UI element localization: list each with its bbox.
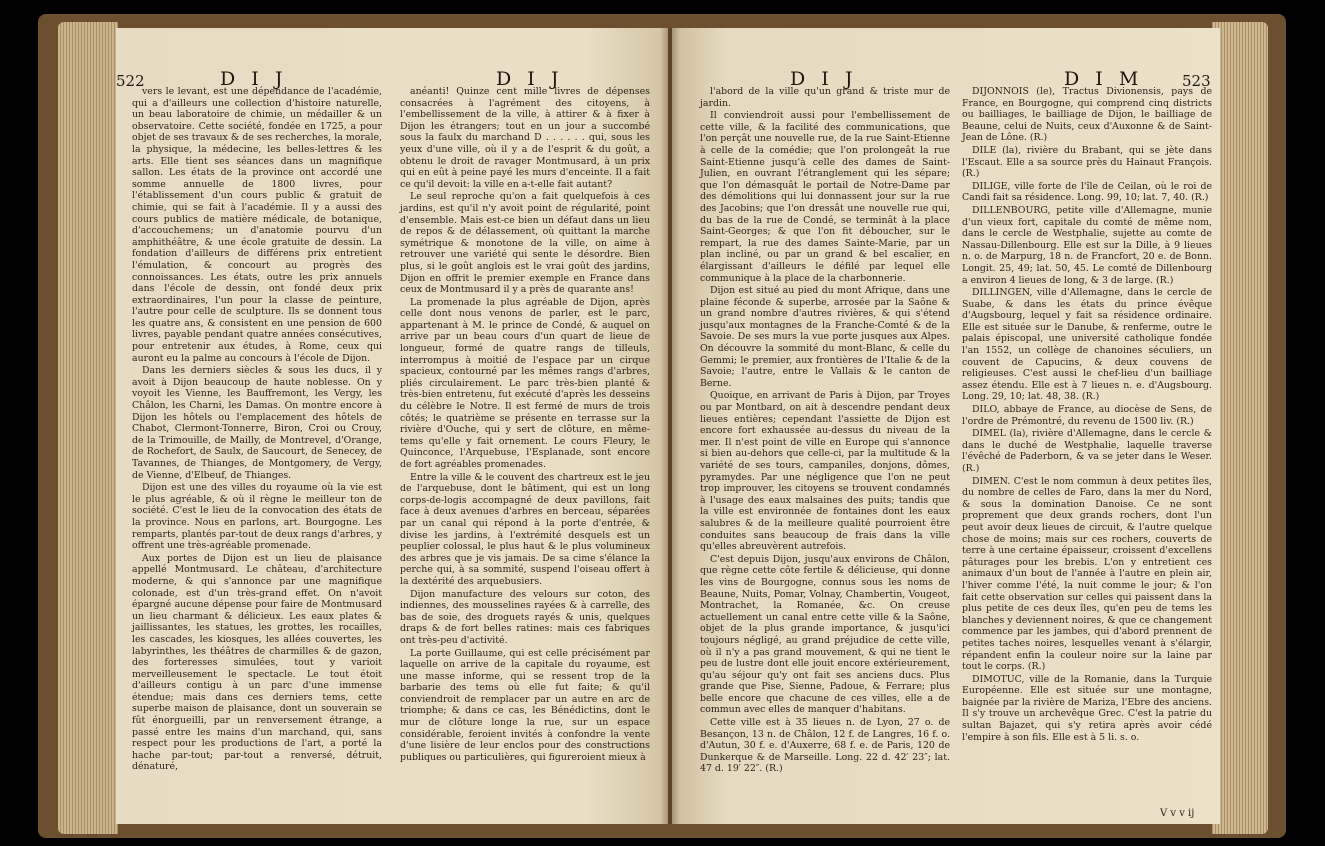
left-running-head-1: D I J [220,68,288,90]
paragraph: Quoique, en arrivant de Paris à Dijon, par Troyes ou par Montbard, on ait à descendre pendant deux lieues entières; cependant l'assiette de Dijon est encore fort exhaussée au-dessus du niveau de la mer. Il n'est point de ville en Europe qui s'annonce si bien au-dehors que celle-ci, par la multitude & la variété de ses tours, campaniles, donjons, dômes, pyramydes. Par une négligence que l'on ne peut trop improuver, les citoyens se trouvent condamnés à l'usage des eaux malsaines des puits; tandis que la ville est environnée de fontaines dont les eaux salubres & de la meilleure qualité pourroient être conduites sans beaucoup de frais dans la ville qu'elles abreuvèrent autrefois. [700,390,950,553]
paragraph: DIMEL (la), rivière d'Allemagne, dans le cercle & dans le duché de Westphalie, laquelle traverse l'évêché de Paderborn, & va se jeter dans le Weser. (R.) [962,428,1212,474]
paragraph: DIMOTUC, ville de la Romanie, dans la Turquie Européenne. Elle est située sur une montagne, baignée par la rivière de Mariza, l'Ebre des anciens. Il s'y trouve un archevêque Grec. C'est la patrie du sultan Bajazet, qui s'y retira après avoir cédé l'empire à son fils. Elle est à 5 li. s. o. [962,673,1212,743]
paragraph: DILIGE, ville forte de l'île de Ceilan, où le roi de Candi fait sa résidence. Long. 99, 10; lat. 7, 40. (R.) [962,180,1212,204]
paragraph: Aux portes de Dijon est un lieu de plaisance appellé Montmusard. Le château, d'architecture moderne, & qui s'annonce par une magnifique colonade, est d'un très-grand effet. On n'avoit épargné aucune dépense pour faire de Montmusard un lieu charmant & délicieux. Les eaux plates & jaillissantes, les statues, les grottes, les rocailles, les cascades, les kiosques, les allées couvertes, les labyrinthes, les théâtres de charmilles & de gazon, des forteresses simulées, tout y varioit merveilleusement le spectacle. Le tout étoit d'ailleurs contigu à un parc d'une immense étendue; mais dans ces derniers tems, cette superbe maison de plaisance, dont un souverain se fût énorgueilli, par un renversement étrange, a passé entre les mains d'un marchand, qui, sans respect pour les productions de l'art, a porté la hache par-tout; par-tout a renversé, détruit, dénaturé, [132,552,382,773]
paragraph: DILLINGEN, ville d'Allemagne, dans le cercle de Suabe, & dans les états du prince évêque d'Augsbourg, lequel y fait sa résidence ordinaire. Elle est située sur le Danube, & renferme, outre le palais épiscopal, une université catholique fondée l'an 1552, un collège de chanoines séculiers, un couvent de Capucins, & deux couvens de religieuses. C'est aussi le chef-lieu d'un bailliage assez étendu. Elle est à 7 lieues n. e. d'Augsbourg. Long. 29, 10; lat. 48, 38. (R.) [962,287,1212,403]
paragraph: Dijon est une des villes du royaume où la vie est le plus agréable, & où il règne le meilleur ton de société. C'est le lieu de la convocation des états de la province. Nous en parlons, art. Bourgogne. Les remparts, plantés par-tout de deux rangs d'arbres, y offrent une très-agréable promenade. [132,482,382,552]
right-running-head-2: D I M [1064,68,1144,90]
left-column-2 [400,86,650,764]
paragraph: DILO, abbaye de France, au diocèse de Sens, de l'ordre de Prémontré, du revenu de 1500 liv. (R.) [962,404,1212,427]
right-running-head-1: D I J [790,68,858,90]
book-gutter [660,28,680,824]
paragraph: Dijon est situé au pied du mont Afrique, dans une plaine féconde & superbe, arrosée par la Saône & un grand nombre d'autres rivières, & qui s'étend jusqu'aux montagnes de la Franche-Comté & de la Savoie. De ses murs la vue porte jusques aux Alpes. On découvre la sommité du mont-Blanc, & celle du Gemmi; le premier, aux frontières de l'Italie & de la Savoie; l'autre, entre le Vallais & le canton de Berne. [700,285,950,389]
left-page [116,28,668,824]
right-column-1 [700,86,950,776]
paragraph: DILE (la), rivière du Brabant, qui se jète dans l'Escaut. Elle a sa source près du Hainaut François. (R.) [962,144,1212,180]
paragraph: Il conviendroit aussi pour l'embellissement de cette ville, & la facilité des communications, que l'on perçât une nouvelle rue, de la rue Saint-Etienne à celle de la comédie; que l'on prolongeât la rue Saint-Etienne jusqu'à celle des dames de Saint-Julien, en ouvrant l'étranglement qui les sépare; que l'on démasquât le portail de Notre-Dame par des démolitions qui lui donnassent jour sur la rue des Jacobins; que l'on dressât une nouvelle rue qui, du bas de la rue de Condé, se terminât à la place Saint-Georges; & que l'on fit déboucher, sur le rempart, la rue des dames Sainte-Marie, par un plan incliné, ou par un grand & bel escalier, en élargissant d'ailleurs le défilé par lequel elle communique à la place de la charbonnerie. [700,110,950,284]
left-running-head-2: D I J [496,68,564,90]
right-page-number: 523 [1182,72,1211,90]
paragraph: Le seul reproche qu'on a fait quelquefois à ces jardins, est qu'il n'y avoit point de régularité, point d'ensemble. Mais est-ce bien un défaut dans un lieu de repos & de délassement, où quittant la marche symétrique & monotone de la ville, on aime à retrouver une variété qui sente le désordre. Bien plus, si le goût anglois est le vrai goût des jardins, Dijon en offrit le premier exemple en France dans ceux de Montmusard il y a près de quarante ans! [400,191,650,296]
paragraph: DIMEN. C'est le nom commun à deux petites îles, du nombre de celles de Faro, dans la mer du Nord, & sous la domination Danoise. Ce ne sont proprement que deux grands rochers, dont l'un peut avoir deux lieues de circuit, & l'autre quelque chose de moins; mais sur ces rochers, couverts de terre à une certaine épaisseur, croissent d'excellens pâturages pour les brebis. L'on y entretient ces animaux d'un bout de l'année à l'autre en plein air, l'hiver comme l'été, la nuit comme le jour; & l'on fait cette observation sur celles qui paissent dans la plus petite de ces deux îles, qu'en peu de tems les blanches y deviennent noires, & que ce changement commence par les jambes, qui d'abord prennent de petites taches noires, lesquelles venant à s'élargir, répandent enfin la couleur noire sur la laine par tout le corps. (R.) [962,475,1212,673]
right-column-2 [962,86,1212,744]
left-page-edges [58,22,118,834]
paragraph: vers le levant, est une dépendance de l'académie, qui a d'ailleurs une collection d'histoire naturelle, un beau laboratoire de chimie, un médailler & un observatoire. Cette société, fondée en 1725, a pour objet de ses travaux & de ses recherches, la morale, la physique, la médecine, les belles-lettres & les arts. Elle tient ses séances dans un magnifique sallon. Les états de la province ont accordé une somme annuelle de 1800 livres, pour l'établissement d'un cours public & gratuit de chimie, qui se fait à l'académie. Il y a aussi des cours publics de matière médicale, de botanique, d'accouchemens; un d'anatomie pourvu d'un amphithéâtre, & une école gratuite de dessin. La fondation d'ailleurs de différens prix entretient l'émulation, & concourt au progrès des connoissances. Les états, outre les prix annuels dans l'école de dessin, ont fondé deux prix extraordinaires, l'un pour la classe de peinture, l'autre pour celle de sculpture. Ils se donnent tous les quatre ans, & consistent en une pension de 600 livres, payable pendant quatre années consécutives, pour entretenir aux études, à Rome, ceux qui auront eu la palme au concours à l'école de Dijon. [132,86,382,364]
paragraph: DIJONNOIS (le), Tractus Divionensis, pays de France, en Bourgogne, qui comprend cinq districts ou bailliages, le bailliage de Dijon, le bailliage de Beaune, celui de Nuits, ceux d'Auxonne & de Saint-Jean de Lône. (R.) [962,86,1212,144]
signature-mark: V v v ij [1160,808,1195,819]
paragraph: La promenade la plus agréable de Dijon, après celle dont nous venons de parler, est le parc, appartenant à M. le prince de Condé, & auquel on arrive par un beau cours d'un quart de lieue de longueur, formé de quatre rangs de tilleuls, interrompus à moitié de l'espace par un cirque spacieux, contourné par les mêmes rangs d'arbres, pliés circulairement. Le parc très-bien planté & très-bien entretenu, fut exécuté d'après les desseins du célèbre le Notre. Il est fermé de murs de trois côtés; le quatrième se présente en terrasse sur la rivière d'Ouche, qui y sert de clôture, en même-tems qu'elle y fait ornement. Le cours Fleury, le Quinconce, l'Arquebuse, l'Esplanade, sont encore de fort agréables promenades. [400,296,650,470]
left-column-1 [132,86,382,774]
paragraph: Dijon manufacture des velours sur coton, des indiennes, des mousselines rayées & à carrelle, des bas de soie, des droguets rayés & unis, quelques draps & de fort belles ratines: mais ces fabriques ont très-peu d'activité. [400,588,650,646]
right-page-edges [1212,22,1268,834]
paragraph: Cette ville est à 35 lieues n. de Lyon, 27 o. de Besançon, 13 n. de Châlon, 12 f. de Langres, 16 f. o. d'Autun, 30 f. e. d'Auxerre, 68 f. e. de Paris, 120 de Dunkerque & de Marseille. Long. 22 d. 42′ 23″; lat. 47 d. 19′ 22″. (R.) [700,717,950,775]
paragraph: C'est depuis Dijon, jusqu'aux environs de Châlon, que règne cette côte fertile & délicieuse, qui donne les vins de Bourgogne, connus sous les noms de Beaune, Nuits, Pomar, Volnay, Chambertin, Vougeot, Montrachet, la Romanée, &c. On creuse actuellement un canal entre cette ville & la Saône, objet de la plus grande importance, & jusqu'ici toujours négligé, au grand préjudice de cette ville, où il n'y a pas grand mouvement, & qui ne tient le peu de lustre dont elle jouit encore extérieurement, qu'au séjour qu'y ont fait ses anciens ducs. Plus grande que Pise, Sienne, Padoue, & Ferrare; plus belle encore que chacune de ces villes, elle a de commun avec elles de manquer d'habitans. [700,553,950,716]
paragraph: DILLENBOURG, petite ville d'Allemagne, munie d'un vieux fort, capitale du comté de même nom, dans le cercle de Westphalie, sujette au comte de Nassau-Dillenbourg. Elle est sur la Dille, à 9 lieues n. o. de Marpurg, 18 n. de Francfort, 20 e. de Bonn. Longit. 25, 49; lat. 50, 45. Le comté de Dillenbourg a environ 4 lieues de long, & 3 de large. (R.) [962,204,1212,286]
paragraph: l'abord de la ville qu'un grand & triste mur de jardin. [700,86,950,109]
paragraph: Dans les derniers siècles & sous les ducs, il y avoit à Dijon beaucoup de haute noblesse. On y voyoit les Vienne, les Bauffremont, les Vergy, les Châlon, les Charni, les Damas. On montre encore à Dijon les hôtels ou l'emplacement des hôtels de Chabot, Clermont-Tonnerre, Biron, Croi ou Crouy, de la Trimouille, de Mailly, de Montrevel, d'Orange, de Rochefort, de Saulx, de Saucourt, de Senecey, de Tavannes, de Thianges, de Montgomery, de Vergy, de Vienne, d'Elbeuf, de Thianges. [132,365,382,481]
paragraph: Entre la ville & le couvent des chartreux est le jeu de l'arquebuse, dont le bâtiment, qui est un long corps-de-logis accompagné de deux pavillons, fait face à deux avenues d'arbres en berceau, séparées par un canal qui répond à la porte d'entrée, & divise les jardins, à l'extrémité desquels est un peuplier colossal, le plus haut & le plus volumineux des arbres que je vis jamais. De sa cime s'élance la perche qui, à sa sommité, suspend l'oiseau offert à la dextérité des arquebusiers. [400,471,650,587]
right-page [672,28,1220,824]
paragraph: anéanti! Quinze cent mille livres de dépenses consacrées à l'agrément des citoyens, à l'embellissement de la ville, à attirer & à fixer à Dijon les étrangers; tout en un jour a succombé sous la faulx du marchand D . . . . . . qui, sous les yeux d'une ville, où il y a de l'esprit & du goût, a obtenu le droit de ravager Montmusard, à un prix qui en eût à peine payé les murs d'enceinte. Il a fait ce qu'il devoit: la ville en a-t-elle fait autant? [400,86,650,190]
left-page-number: 522 [116,72,145,90]
paragraph: La porte Guillaume, qui est celle précisément par laquelle on arrive de la capitale du royaume, est une masse informe, qui se ressent trop de la barbarie des tems où elle fut faite; & qu'il conviendroit de remplacer par un autre en arc de triomphe; & dans ce cas, les Bénédictins, dont le mur de clôture longe la rue, sur un espace considérable, feroient invités à confondre la vente d'une lisière de leur enclos pour des constructions publiques ou particulières, qui figureroient mieux à [400,647,650,763]
